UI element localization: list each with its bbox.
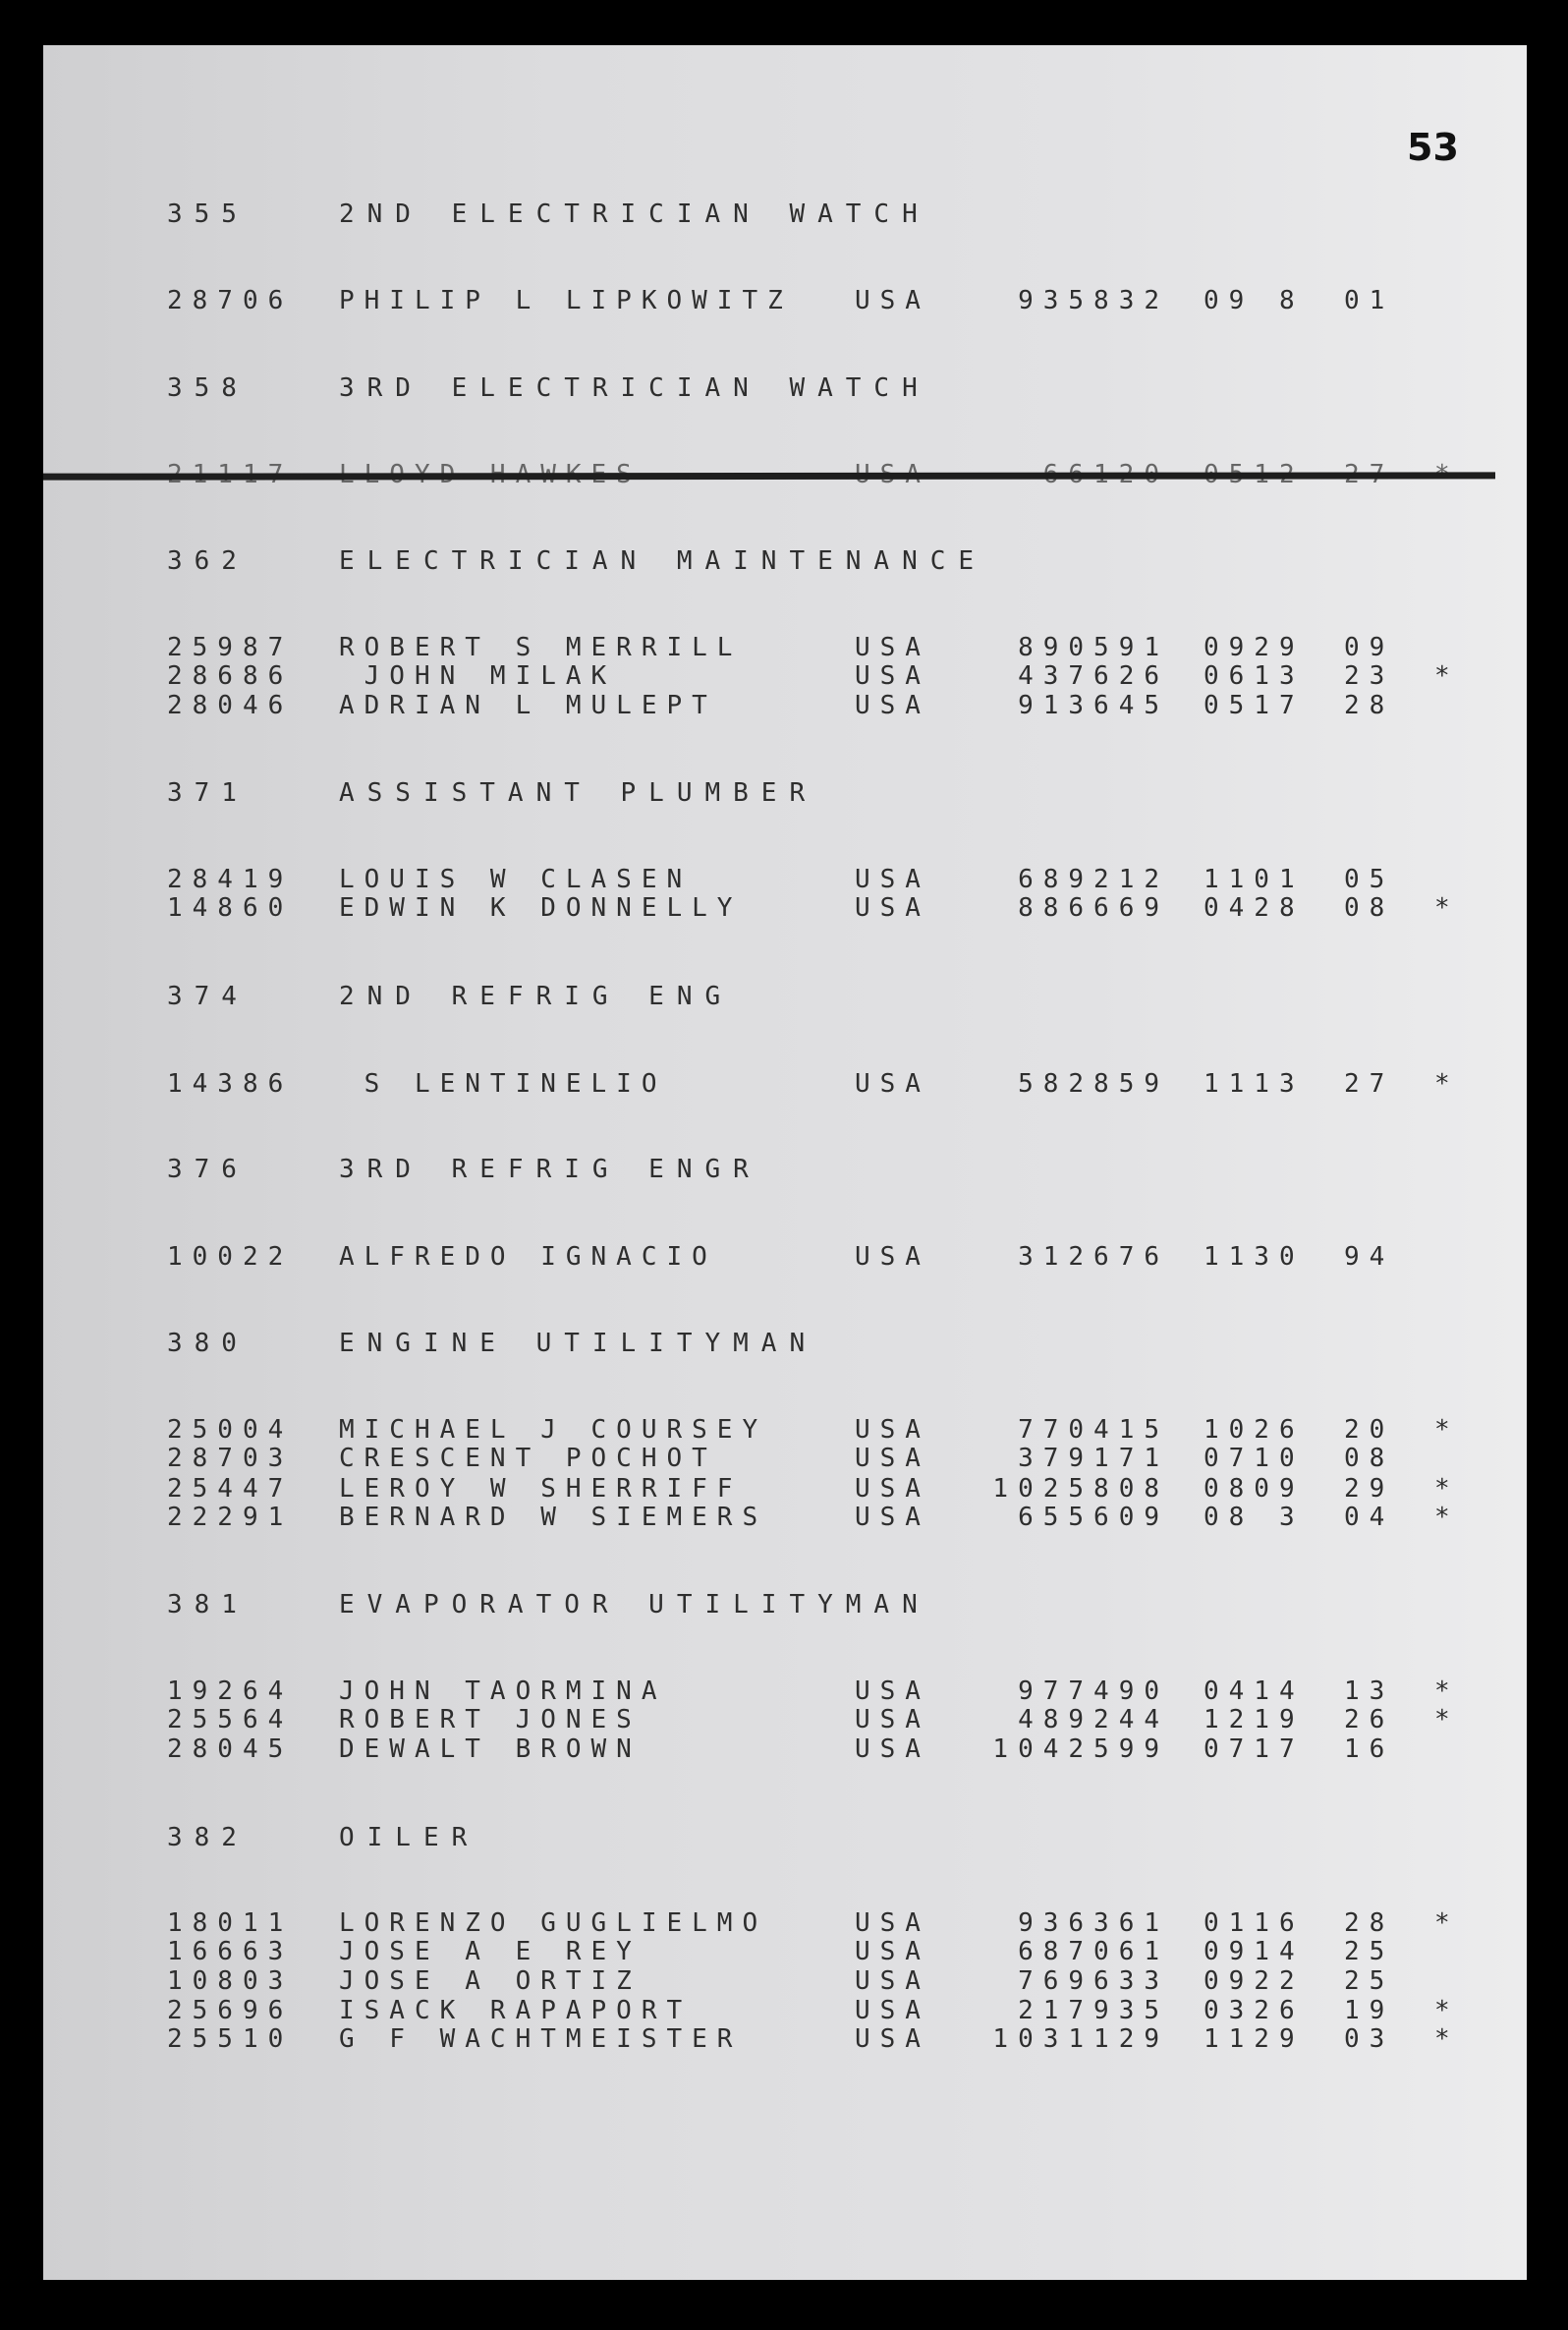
crew-row xyxy=(0,1503,1568,1532)
crew-nationality: USA xyxy=(855,1503,930,1532)
crew-age: 23 xyxy=(1344,661,1395,691)
crew-row xyxy=(0,1242,1568,1272)
crew-number: 28686 xyxy=(167,661,294,691)
crew-age: 01 xyxy=(1344,286,1395,315)
section-heading xyxy=(0,373,1568,403)
crew-date: 0809 xyxy=(1204,1474,1305,1504)
section-heading xyxy=(0,1823,1568,1852)
section-title: ASSISTANT PLUMBER xyxy=(339,778,818,808)
section-code: 382 xyxy=(167,1823,249,1852)
section-heading xyxy=(0,1590,1568,1620)
crew-row xyxy=(0,1069,1568,1099)
section-heading xyxy=(0,199,1568,229)
crew-nationality: USA xyxy=(855,893,930,923)
crew-nationality: USA xyxy=(855,1937,930,1966)
crew-row xyxy=(0,865,1568,894)
crew-number: 25696 xyxy=(167,1996,294,2025)
crew-date: 0414 xyxy=(1204,1676,1305,1706)
crew-row xyxy=(0,661,1568,691)
crew-mark: * xyxy=(1434,1474,1460,1504)
section-code: 374 xyxy=(167,982,249,1011)
crew-date: 0326 xyxy=(1204,1996,1305,2025)
crew-mark: * xyxy=(1434,661,1460,691)
crew-age: 08 xyxy=(1344,893,1395,923)
crew-number: 10022 xyxy=(167,1242,294,1272)
crew-mark: * xyxy=(1434,1908,1460,1938)
crew-name: JOSE A ORTIZ xyxy=(339,1966,642,1996)
crew-mark: * xyxy=(1434,893,1460,923)
page-number: 53 xyxy=(1407,126,1459,169)
crew-nationality: USA xyxy=(855,1705,930,1734)
section-title: EVAPORATOR UTILITYMAN xyxy=(339,1590,930,1620)
strikethrough-line xyxy=(43,472,1495,480)
crew-number: 14860 xyxy=(167,893,294,923)
crew-nationality: USA xyxy=(855,1734,930,1764)
section-title: 3RD REFRIG ENGR xyxy=(339,1155,761,1184)
crew-date: 0613 xyxy=(1204,661,1305,691)
crew-row xyxy=(0,691,1568,720)
section-title: 2ND ELECTRICIAN WATCH xyxy=(339,199,930,229)
crew-date: 0710 xyxy=(1204,1444,1305,1473)
section-code: 371 xyxy=(167,778,249,808)
crew-nationality: USA xyxy=(855,2024,930,2054)
crew-mark: * xyxy=(1434,2024,1460,2054)
crew-name: LOUIS W CLASEN xyxy=(339,865,693,894)
crew-age: 28 xyxy=(1344,1908,1395,1938)
section-code: 380 xyxy=(167,1329,249,1358)
crew-age: 29 xyxy=(1344,1474,1395,1504)
crew-date: 08 3 xyxy=(1204,1503,1305,1532)
crew-name: CRESCENT POCHOT xyxy=(339,1444,717,1473)
crew-name: EDWIN K DONNELLY xyxy=(339,893,743,923)
crew-number: 25987 xyxy=(167,633,294,662)
crew-reference: 935832 xyxy=(1018,286,1169,315)
crew-row xyxy=(0,1444,1568,1473)
crew-mark: * xyxy=(1434,1996,1460,2025)
section-title: ENGINE UTILITYMAN xyxy=(339,1329,818,1358)
crew-nationality: USA xyxy=(855,633,930,662)
section-heading xyxy=(0,778,1568,808)
crew-date: 0914 xyxy=(1204,1937,1305,1966)
crew-date: 0929 xyxy=(1204,633,1305,662)
crew-reference: 1042599 xyxy=(992,1734,1169,1764)
crew-nationality: USA xyxy=(855,1996,930,2025)
crew-row xyxy=(0,1705,1568,1734)
crew-date: 0517 xyxy=(1204,691,1305,720)
crew-name: G F WACHTMEISTER xyxy=(339,2024,743,2054)
crew-row xyxy=(0,1676,1568,1706)
crew-reference: 890591 xyxy=(1018,633,1169,662)
crew-mark: * xyxy=(1434,1503,1460,1532)
crew-mark: * xyxy=(1434,1069,1460,1099)
section-code: 358 xyxy=(167,373,249,403)
section-title: ELECTRICIAN MAINTENANCE xyxy=(339,546,987,576)
crew-nationality: USA xyxy=(855,1474,930,1504)
crew-number: 19264 xyxy=(167,1676,294,1706)
crew-age: 27 xyxy=(1344,1069,1395,1099)
crew-row xyxy=(0,1734,1568,1764)
crew-number: 28046 xyxy=(167,691,294,720)
crew-number: 25510 xyxy=(167,2024,294,2054)
crew-reference: 687061 xyxy=(1018,1937,1169,1966)
crew-nationality: USA xyxy=(855,1444,930,1473)
crew-nationality: USA xyxy=(855,1242,930,1272)
crew-reference: 655609 xyxy=(1018,1503,1169,1532)
crew-name: S LENTINELIO xyxy=(339,1069,667,1099)
crew-number: 10803 xyxy=(167,1966,294,1996)
crew-reference: 379171 xyxy=(1018,1444,1169,1473)
section-title: 2ND REFRIG ENG xyxy=(339,982,734,1011)
crew-nationality: USA xyxy=(855,865,930,894)
crew-age: 20 xyxy=(1344,1415,1395,1445)
crew-number: 28706 xyxy=(167,286,294,315)
crew-age: 26 xyxy=(1344,1705,1395,1734)
crew-date: 1101 xyxy=(1204,865,1305,894)
crew-reference: 913645 xyxy=(1018,691,1169,720)
crew-row xyxy=(0,2024,1568,2054)
crew-reference: 770415 xyxy=(1018,1415,1169,1445)
crew-age: 25 xyxy=(1344,1937,1395,1966)
crew-mark: * xyxy=(1434,1705,1460,1734)
crew-name: JOSE A E REY xyxy=(339,1937,642,1966)
crew-reference: 437626 xyxy=(1018,661,1169,691)
crew-date: 1130 xyxy=(1204,1242,1305,1272)
crew-reference: 886669 xyxy=(1018,893,1169,923)
crew-row xyxy=(0,1937,1568,1966)
crew-mark: * xyxy=(1434,1676,1460,1706)
crew-reference: 689212 xyxy=(1018,865,1169,894)
crew-number: 16663 xyxy=(167,1937,294,1966)
crew-row xyxy=(0,1415,1568,1445)
crew-reference: 1031129 xyxy=(992,2024,1169,2054)
crew-date: 0116 xyxy=(1204,1908,1305,1938)
crew-name: JOHN MILAK xyxy=(339,661,617,691)
crew-nationality: USA xyxy=(855,1069,930,1099)
crew-name: ROBERT S MERRILL xyxy=(339,633,743,662)
crew-name: LORENZO GUGLIELMO xyxy=(339,1908,768,1938)
crew-age: 16 xyxy=(1344,1734,1395,1764)
section-title: 3RD ELECTRICIAN WATCH xyxy=(339,373,930,403)
crew-age: 13 xyxy=(1344,1676,1395,1706)
crew-name: DEWALT BROWN xyxy=(339,1734,642,1764)
crew-name: MICHAEL J COURSEY xyxy=(339,1415,768,1445)
crew-age: 08 xyxy=(1344,1444,1395,1473)
section-code: 376 xyxy=(167,1155,249,1184)
crew-name: JOHN TAORMINA xyxy=(339,1676,667,1706)
crew-date: 1026 xyxy=(1204,1415,1305,1445)
crew-number: 22291 xyxy=(167,1503,294,1532)
crew-number: 25564 xyxy=(167,1705,294,1734)
crew-reference: 582859 xyxy=(1018,1069,1169,1099)
crew-nationality: USA xyxy=(855,286,930,315)
crew-row xyxy=(0,633,1568,662)
crew-nationality: USA xyxy=(855,661,930,691)
crew-number: 14386 xyxy=(167,1069,294,1099)
crew-name: ALFREDO IGNACIO xyxy=(339,1242,717,1272)
crew-reference: 1025808 xyxy=(992,1474,1169,1504)
crew-date: 0717 xyxy=(1204,1734,1305,1764)
crew-name: ADRIAN L MULEPT xyxy=(339,691,717,720)
crew-nationality: USA xyxy=(855,1415,930,1445)
crew-name: ROBERT JONES xyxy=(339,1705,642,1734)
section-heading xyxy=(0,1155,1568,1184)
crew-reference: 977490 xyxy=(1018,1676,1169,1706)
crew-mark: * xyxy=(1434,1415,1460,1445)
section-code: 355 xyxy=(167,199,249,229)
crew-row xyxy=(0,1966,1568,1996)
crew-age: 28 xyxy=(1344,691,1395,720)
crew-name: BERNARD W SIEMERS xyxy=(339,1503,768,1532)
crew-number: 28703 xyxy=(167,1444,294,1473)
crew-number: 28419 xyxy=(167,865,294,894)
crew-date: 1219 xyxy=(1204,1705,1305,1734)
section-title: OILER xyxy=(339,1823,480,1852)
crew-date: 09 8 xyxy=(1204,286,1305,315)
crew-row xyxy=(0,1996,1568,2025)
crew-nationality: USA xyxy=(855,1966,930,1996)
crew-row xyxy=(0,286,1568,315)
crew-name: LEROY W SHERRIFF xyxy=(339,1474,743,1504)
section-heading xyxy=(0,546,1568,576)
crew-number: 18011 xyxy=(167,1908,294,1938)
crew-age: 04 xyxy=(1344,1503,1395,1532)
crew-reference: 769633 xyxy=(1018,1966,1169,1996)
crew-name: ISACK RAPAPORT xyxy=(339,1996,693,2025)
crew-date: 1113 xyxy=(1204,1069,1305,1099)
crew-date: 0428 xyxy=(1204,893,1305,923)
crew-age: 09 xyxy=(1344,633,1395,662)
crew-row xyxy=(0,893,1568,923)
crew-age: 05 xyxy=(1344,865,1395,894)
crew-nationality: USA xyxy=(855,1908,930,1938)
crew-number: 28045 xyxy=(167,1734,294,1764)
crew-name: PHILIP L LIPKOWITZ xyxy=(339,286,793,315)
crew-row xyxy=(0,1474,1568,1504)
crew-age: 03 xyxy=(1344,2024,1395,2054)
crew-number: 25004 xyxy=(167,1415,294,1445)
crew-reference: 936361 xyxy=(1018,1908,1169,1938)
crew-date: 0922 xyxy=(1204,1966,1305,1996)
crew-date: 1129 xyxy=(1204,2024,1305,2054)
section-heading xyxy=(0,1329,1568,1358)
crew-reference: 489244 xyxy=(1018,1705,1169,1734)
crew-age: 94 xyxy=(1344,1242,1395,1272)
crew-row xyxy=(0,1908,1568,1938)
crew-nationality: USA xyxy=(855,691,930,720)
crew-reference: 312676 xyxy=(1018,1242,1169,1272)
section-code: 381 xyxy=(167,1590,249,1620)
section-code: 362 xyxy=(167,546,249,576)
crew-age: 25 xyxy=(1344,1966,1395,1996)
section-heading xyxy=(0,982,1568,1011)
crew-reference: 217935 xyxy=(1018,1996,1169,2025)
crew-nationality: USA xyxy=(855,1676,930,1706)
crew-number: 25447 xyxy=(167,1474,294,1504)
crew-age: 19 xyxy=(1344,1996,1395,2025)
